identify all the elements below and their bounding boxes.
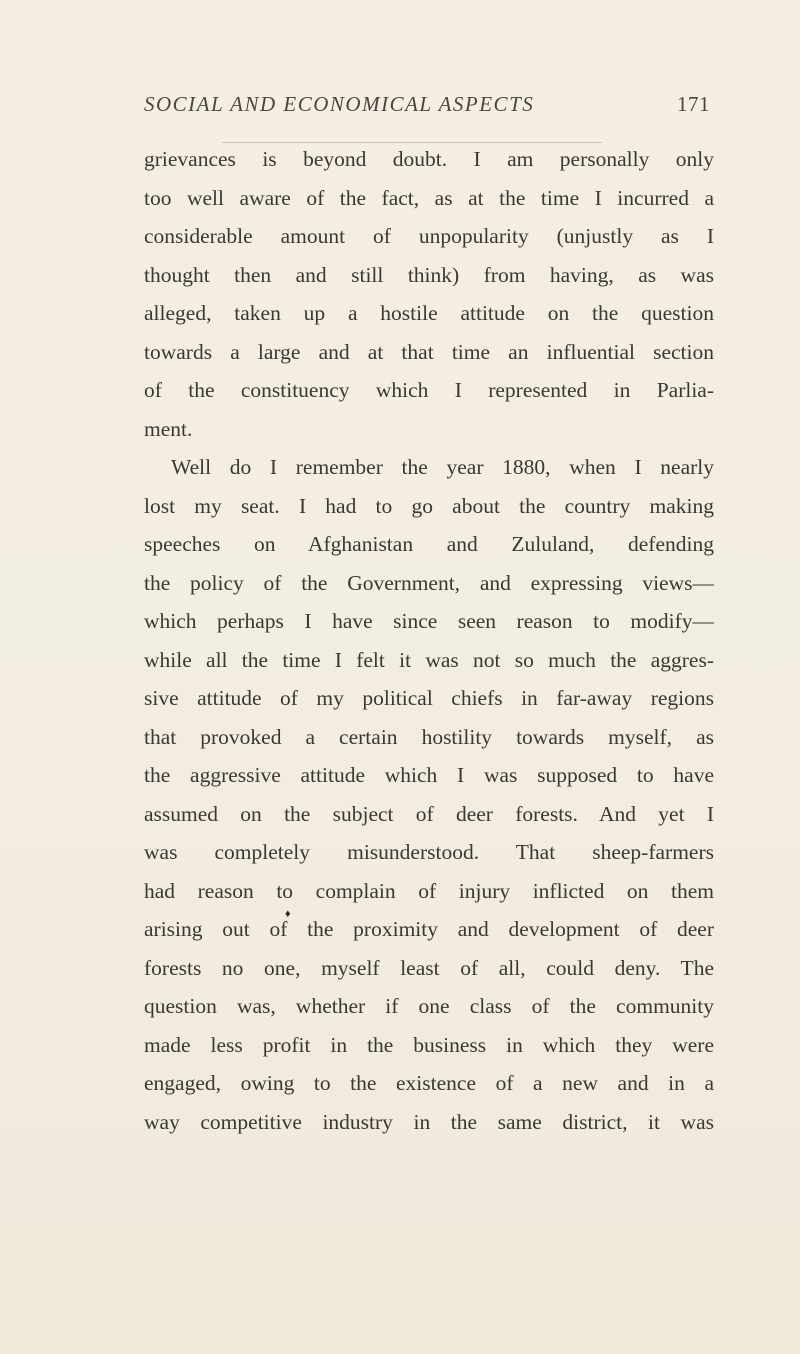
text-line: forests no one, myself least of all, could deny. The [144,955,714,980]
running-head [144,92,710,126]
text-line: considerable amount of unpopularity (unjustly as I [144,224,714,248]
text-line: arising out of the proximity and development of deer [144,917,714,941]
text-line: engaged, owing to the existence of a new and in a [144,1071,714,1095]
text-line: of the constituency which I represented in Parlia- [144,378,714,402]
text-line: speeches on Afghanistan and Zululand, defending [144,532,714,556]
running-title: SOCIAL AND ECONOMICAL ASPECTS [144,92,535,116]
text-line: which perhaps I have since seen reason to modify— [144,609,714,633]
text-line: question was, whether if one class of the community [144,994,714,1018]
text-line: the policy of the Government, and expressing views— [144,570,714,595]
text-line: sive attitude of my political chiefs in far-away regions [144,686,714,710]
page-number: 171 [677,92,710,116]
text-line: way competitive industry in the same district, it was [144,1109,714,1134]
text-line: too well aware of the fact, as at the time I incurred a [144,185,714,210]
text-line: the aggressive attitude which I was supposed to have [144,763,714,787]
text-line: was completely misunderstood. That sheep-farmers [144,840,714,864]
text-line: ment. [144,416,193,441]
paragraph-first-line: Well do I remember the year 1880, when I nearly [171,455,714,479]
text-line: towards a large and at that time an influential section [144,339,714,364]
text-line: alleged, taken up a hostile attitude on the question [144,301,714,325]
text-line: thought then and still think) from having, as was [144,262,714,287]
body-text [144,140,714,1141]
text-line: assumed on the subject of deer forests. And yet I [144,801,714,826]
text-line: made less profit in the business in which they were [144,1032,714,1057]
ink-blot-mark: ♦ [285,908,291,920]
text-line: that provoked a certain hostility towards myself, as [144,724,714,749]
text-line: had reason to complain of injury inflicted on them [144,878,714,903]
text-line: lost my seat. I had to go about the country making [144,493,714,518]
text-line: while all the time I felt it was not so much the aggres- [144,647,714,672]
text-line: grievances is beyond doubt. I am personally only [144,147,714,171]
